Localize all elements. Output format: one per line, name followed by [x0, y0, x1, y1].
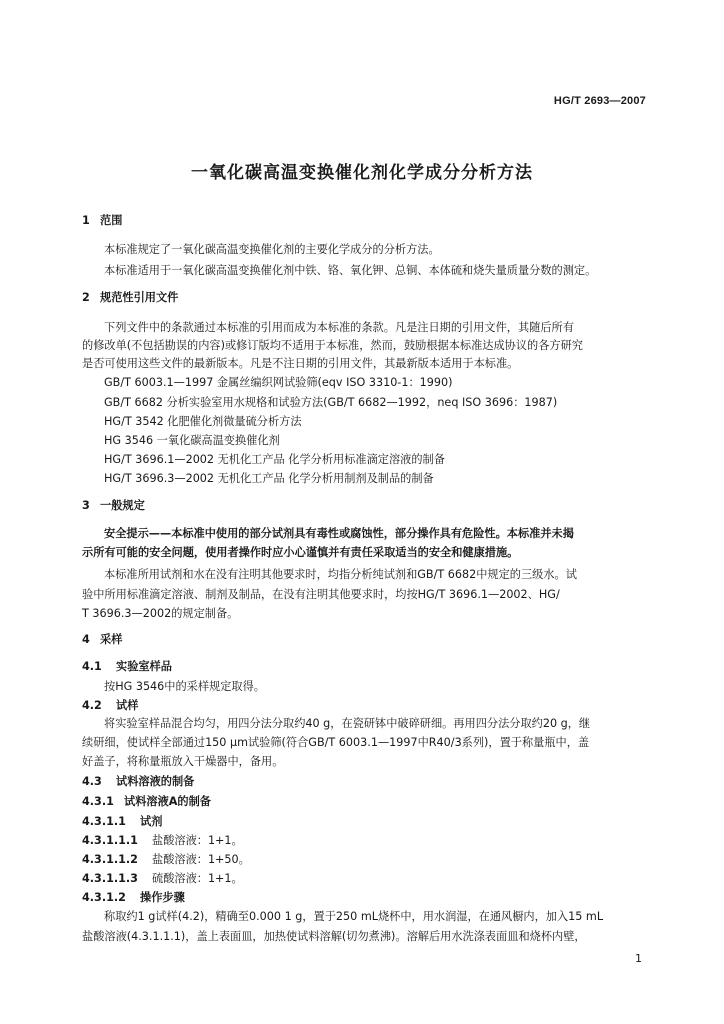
paragraph-line: 称取约1 g试样(4.2)，精确至0.000 1 g，置于250 mL烧杯中，用水润湿，在通风橱内，加入15 mL [104, 910, 604, 923]
item-number: 4.3.1.1.2 [82, 853, 138, 866]
paragraph-line: 盐酸溶液(4.3.1.1.1)，盖上表面皿，加热使试料溶解(切勿煮沸)。溶解后用水洗涤表面皿和烧杯内壁， [82, 930, 586, 943]
subsection-title: 试料溶液A的制备 [124, 795, 211, 808]
section-3-heading [82, 499, 650, 513]
paragraph-line: 将实验室样品混合均匀，用四分法分取约40 g，在瓷研钵中破碎研细。再用四分法分取约20 g，继 [104, 717, 591, 730]
paragraph-line: 本标准所用试剂和水在没有注明其他要求时，均指分析纯试剂和GB/T 6682中规定的三级水。试 [104, 568, 577, 581]
subsection-4-3-heading [82, 775, 650, 789]
item-text: 硫酸溶液：1+1。 [152, 872, 243, 885]
reagent-item [82, 853, 650, 867]
section-2-heading [82, 291, 650, 305]
subsection-number: 4.2 [82, 699, 102, 712]
section-1-heading [82, 214, 650, 228]
section-number: 1 [82, 214, 90, 227]
safety-warning-line: 安全提示——本标准中使用的部分试剂具有毒性或腐蚀性，部分操作具有危险性。本标准并未揭 [104, 527, 574, 540]
subsection-number: 4.3.1.1 [82, 815, 126, 828]
paragraph-line: 下列文件中的条款通过本标准的引用而成为本标准的条款。凡是注日期的引用文件，其随后所有 [104, 321, 574, 334]
section-title: 采样 [100, 633, 123, 646]
paragraph: 按HG 3546中的采样规定取得。 [104, 680, 265, 693]
subsection-number: 4.1 [82, 660, 102, 673]
reference-item: GB/T 6003.1—1997 金属丝编织网试验筛(eqv ISO 3310-1：1990) [104, 376, 453, 389]
subsection-4-2-heading [82, 699, 650, 713]
item-number: 4.3.1.1.3 [82, 872, 138, 885]
paragraph-line: 的修改单(不包括勘误的内容)或修订版均不适用于本标准，然而，鼓励根据本标准达成协议的各方研究 [82, 339, 583, 352]
paragraph-line: 是否可使用这些文件的最新版本。凡是不注日期的引用文件，其最新版本适用于本标准。 [82, 357, 519, 370]
section-title: 规范性引用文件 [100, 291, 179, 304]
subsection-title: 实验室样品 [116, 660, 172, 673]
safety-warning-line: 示所有可能的安全问题，使用者操作时应小心谨慎并有责任采取适当的安全和健康措施。 [82, 546, 519, 559]
paragraph: 本标准适用于一氧化碳高温变换催化剂中铁、铬、氧化钾、总铜、本体硫和烧失量质量分数的测定。 [104, 264, 597, 277]
subsection-number: 4.3.1.2 [82, 891, 126, 904]
paragraph-line: 验中所用标准滴定溶液、制剂及制品，在没有注明其他要求时，均按HG/T 3696.1—2002、HG/ [82, 588, 560, 601]
subsection-4-3-1-2-heading [82, 891, 650, 905]
item-number: 4.3.1.1.1 [82, 834, 138, 847]
reference-item: HG 3546 一氧化碳高温变换催化剂 [104, 434, 280, 447]
paragraph-line: 好盖子，将称量瓶放入干燥器中，备用。 [82, 755, 284, 768]
section-4-heading [82, 633, 650, 647]
section-title: 范围 [100, 214, 123, 227]
document-title: 一氧化碳高温变换催化剂化学成分分析方法 [191, 163, 533, 183]
standard-code: HG/T 2693—2007 [553, 95, 646, 107]
subsection-title: 试样 [116, 699, 139, 712]
reference-item: HG/T 3696.3—2002 无机化工产品 化学分析用制剂及制品的制备 [104, 472, 434, 485]
item-text: 盐酸溶液：1+1。 [152, 834, 243, 847]
reference-item: GB/T 6682 分析实验室用水规格和试验方法(GB/T 6682—1992，neq ISO 3696：1987) [104, 396, 558, 409]
section-number: 3 [82, 499, 90, 512]
section-number: 4 [82, 633, 90, 646]
reagent-item [82, 872, 650, 886]
reagent-item [82, 834, 650, 848]
item-text: 盐酸溶液：1+50。 [152, 853, 250, 866]
page-number: 1 [635, 952, 642, 965]
paragraph-line: 续研细，使试样全部通过150 μm试验筛(符合GB/T 6003.1—1997中R40/3系列)，置于称量瓶中，盖 [82, 736, 590, 749]
subsection-4-1-heading [82, 660, 650, 674]
subsection-title: 操作步骤 [140, 891, 185, 904]
paragraph: 本标准规定了一氧化碳高温变换催化剂的主要化学成分的分析方法。 [104, 243, 440, 256]
subsection-title: 试剂 [140, 815, 163, 828]
section-title: 一般规定 [100, 499, 145, 512]
subsection-number: 4.3.1 [82, 795, 114, 808]
reference-item: HG/T 3696.1—2002 无机化工产品 化学分析用标准滴定溶液的制备 [104, 453, 445, 466]
subsection-title: 试料溶液的制备 [116, 775, 195, 788]
paragraph-line: T 3696.3—2002的规定制备。 [82, 607, 239, 620]
subsection-4-3-1-heading [82, 795, 650, 809]
subsection-4-3-1-1-heading [82, 815, 650, 829]
section-number: 2 [82, 291, 90, 304]
subsection-number: 4.3 [82, 775, 102, 788]
reference-item: HG/T 3542 化肥催化剂微量硫分析方法 [104, 415, 302, 428]
